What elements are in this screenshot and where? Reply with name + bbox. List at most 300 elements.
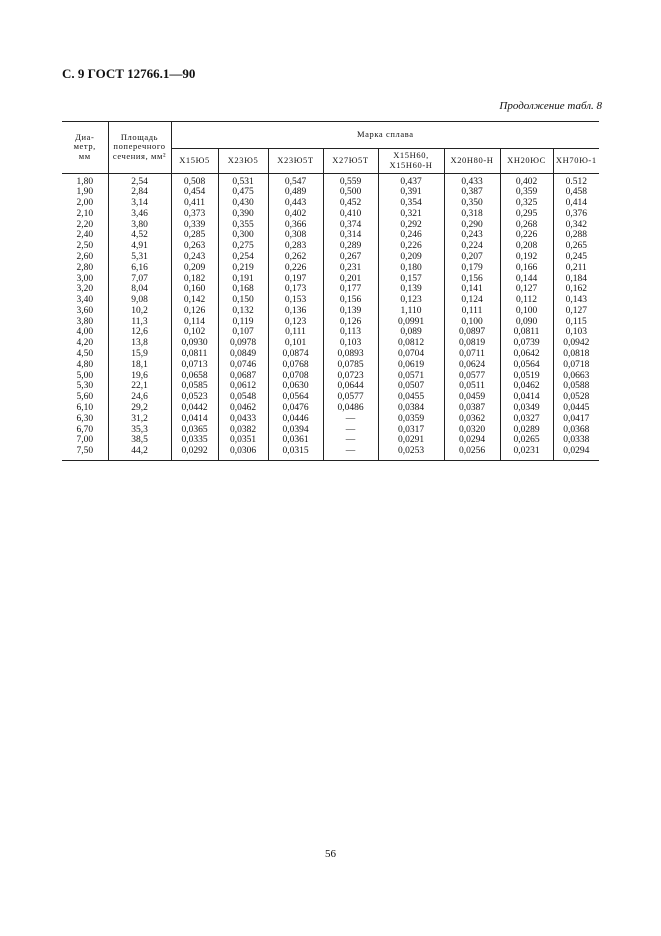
diameter-cell: 2,10 [76,208,94,219]
resistance-cell: 0,111 [444,306,500,317]
resistance-cell: 0,157 [378,274,444,285]
area-cell: 38,5 [108,435,171,446]
table-row [62,435,599,446]
table-row [62,414,599,425]
resistance-cell: 0.512 [553,173,599,187]
resistance-cell: 0,126 [171,306,218,317]
resistance-cell: 0,231 [323,263,378,274]
resistance-cell: 0,0446 [268,414,323,425]
diameter-cell: 2,00 [76,198,94,209]
table-row [62,295,599,306]
resistance-cell: 0,355 [218,220,268,231]
resistance-cell: 0,226 [268,263,323,274]
table-row [62,327,599,338]
resistance-cell: 0,180 [378,263,444,274]
resistance-cell: 0,177 [323,284,378,295]
resistance-cell: 0,0585 [171,381,218,392]
resistance-cell: 0,0991 [378,317,444,328]
resistance-cell: 0,300 [218,230,268,241]
resistance-cell: 0,226 [378,241,444,252]
resistance-cell: 0,103 [553,327,599,338]
resistance-cell: 0,173 [268,284,323,295]
resistance-cell: 0,0711 [444,349,500,360]
resistance-cell: 0,0327 [500,414,553,425]
resistance-cell: 0,245 [553,252,599,263]
resistance-cell: 0,136 [268,306,323,317]
table-row [62,263,599,274]
resistance-cell: 0,0811 [171,349,218,360]
table-row [62,360,599,371]
area-cell: 19,6 [108,371,171,382]
resistance-cell: 0,318 [444,209,500,220]
area-cell: 15,9 [108,349,171,360]
resistance-cell: 0,0642 [500,349,553,360]
diameter-cell: 5,00 [76,370,94,381]
resistance-cell: 0,112 [500,295,553,306]
resistance-cell: 0,168 [218,284,268,295]
diameter-cell: 3,00 [76,273,94,284]
resistance-cell: 0,0414 [500,392,553,403]
resistance-cell: 0,201 [323,274,378,285]
diameter-cell: 5,60 [76,392,94,403]
area-cell: 44,2 [108,446,171,460]
table-body [62,173,599,460]
resistance-cell: 0,142 [171,295,218,306]
resistance-cell: 0,458 [553,187,599,198]
resistance-cell: — [323,435,378,446]
table-row [62,371,599,382]
alloy-column-header: Х20Н80-Н [444,149,500,174]
resistance-cell: 0,547 [268,173,323,187]
diameter-cell: 2,40 [76,230,94,241]
area-cell: 12,6 [108,327,171,338]
resistance-cell: 0,100 [444,317,500,328]
resistance-cell: 0,0571 [378,371,444,382]
resistance-cell: 0,342 [553,220,599,231]
alloy-group-header: Марка сплава [171,122,599,149]
resistance-cell: 0,0897 [444,327,500,338]
area-cell: 4,91 [108,241,171,252]
diameter-cell: 1,90 [76,187,94,198]
resistance-cell: 0,0658 [171,371,218,382]
resistance-cell: 0,0708 [268,371,323,382]
resistance-cell: 0,267 [323,252,378,263]
resistance-cell: 0,0564 [500,360,553,371]
resistance-cell: 0,0718 [553,360,599,371]
area-cell: 22,1 [108,381,171,392]
resistance-table [62,121,599,461]
area-cell: 11,3 [108,317,171,328]
resistance-cell: 0,0382 [218,425,268,436]
resistance-cell: 0,0335 [171,435,218,446]
resistance-cell: 0,139 [323,306,378,317]
resistance-cell: 0,321 [378,209,444,220]
area-cell: 18,1 [108,360,171,371]
resistance-cell: 0,0739 [500,338,553,349]
resistance-cell: 0,308 [268,230,323,241]
resistance-cell: 0,254 [218,252,268,263]
resistance-cell: 0,263 [171,241,218,252]
page-number: 56 [325,848,336,860]
resistance-cell: 0,0746 [218,360,268,371]
resistance-cell: 0,0289 [500,425,553,436]
resistance-cell: 0,0704 [378,349,444,360]
area-cell: 4,52 [108,230,171,241]
resistance-cell: 0,0663 [553,371,599,382]
diameter-cell: 6,70 [76,424,94,435]
resistance-cell: 0,144 [500,274,553,285]
table-row [62,446,599,460]
resistance-cell: 0,192 [500,252,553,263]
resistance-cell: 0,0387 [444,403,500,414]
resistance-cell: 0,107 [218,327,268,338]
resistance-cell: 0,0417 [553,414,599,425]
resistance-cell: 0,102 [171,327,218,338]
resistance-cell: 0,0459 [444,392,500,403]
resistance-cell: 0,132 [218,306,268,317]
resistance-cell: 0,0414 [171,414,218,425]
diameter-cell: 7,50 [76,446,94,457]
resistance-cell: 0,115 [553,317,599,328]
diameter-cell: 2,50 [76,241,94,252]
resistance-cell: — [323,414,378,425]
resistance-cell: 0,0294 [444,435,500,446]
alloy-column-header: Х15Н60, Х15Н60-Н [378,149,444,174]
resistance-cell: 0,500 [323,187,378,198]
area-cell: 3,46 [108,209,171,220]
resistance-cell: 0,156 [444,274,500,285]
resistance-cell: 0,100 [500,306,553,317]
area-cell: 7,07 [108,274,171,285]
resistance-cell: 0,0811 [500,327,553,338]
area-cell: 2,54 [108,173,171,187]
resistance-cell: 0,265 [553,241,599,252]
resistance-cell: 0,209 [171,263,218,274]
resistance-cell: — [323,446,378,460]
resistance-cell: 0,0612 [218,381,268,392]
resistance-cell: 0,0351 [218,435,268,446]
resistance-cell: 0,402 [500,173,553,187]
table-row [62,284,599,295]
alloy-column-header: ХН70Ю-1 [553,149,599,174]
resistance-cell: 0,0384 [378,403,444,414]
resistance-cell: 0,162 [553,284,599,295]
diameter-cell: 3,40 [76,295,94,306]
table-row [62,392,599,403]
area-cell: 31,2 [108,414,171,425]
resistance-cell: 0,275 [218,241,268,252]
table-row [62,252,599,263]
resistance-cell: 0,0338 [553,435,599,446]
area-cell: 3,80 [108,220,171,231]
resistance-cell: 0,391 [378,187,444,198]
resistance-cell: 0,208 [500,241,553,252]
resistance-cell: 0,339 [171,220,218,231]
resistance-cell: 0,402 [268,209,323,220]
resistance-cell: 1,110 [378,306,444,317]
resistance-cell: 0,0317 [378,425,444,436]
resistance-cell: 0,295 [500,209,553,220]
resistance-cell: 0,0265 [500,435,553,446]
resistance-cell: 0,123 [378,295,444,306]
resistance-cell: 0,0930 [171,338,218,349]
resistance-cell: 0,182 [171,274,218,285]
resistance-cell: 0,139 [378,284,444,295]
resistance-cell: 0,219 [218,263,268,274]
alloy-column-header: Х27Ю5Т [323,149,378,174]
table-row [62,274,599,285]
resistance-cell: — [323,425,378,436]
resistance-cell: 0,126 [323,317,378,328]
resistance-cell: 0,0476 [268,403,323,414]
resistance-cell: 0,314 [323,230,378,241]
resistance-cell: 0,150 [218,295,268,306]
table-row [62,198,599,209]
resistance-cell: 0,127 [500,284,553,295]
resistance-cell: 0,508 [171,173,218,187]
resistance-cell: 0,262 [268,252,323,263]
resistance-cell: 0,114 [171,317,218,328]
resistance-cell: 0,0253 [378,446,444,460]
resistance-cell: 0,0942 [553,338,599,349]
resistance-cell: 0,430 [218,198,268,209]
alloy-column-header: Х23Ю5Т [268,149,323,174]
resistance-cell: 0,0394 [268,425,323,436]
table-row [62,230,599,241]
resistance-cell: 0,325 [500,198,553,209]
resistance-cell: 0,354 [378,198,444,209]
diameter-cell: 6,10 [76,402,94,413]
resistance-cell: 0,475 [218,187,268,198]
area-cell: 2,84 [108,187,171,198]
alloy-column-header: Х23Ю5 [218,149,268,174]
resistance-cell: 0,433 [444,173,500,187]
resistance-cell: 0,0818 [553,349,599,360]
resistance-cell: 0,0507 [378,381,444,392]
resistance-cell: 0,101 [268,338,323,349]
resistance-cell: 0,156 [323,295,378,306]
resistance-cell: 0,0713 [171,360,218,371]
resistance-cell: 0,454 [171,187,218,198]
resistance-cell: 0,390 [218,209,268,220]
resistance-cell: 0,191 [218,274,268,285]
area-cell: 6,16 [108,263,171,274]
resistance-cell: 0,489 [268,187,323,198]
resistance-cell: 0,559 [323,173,378,187]
resistance-cell: 0,160 [171,284,218,295]
resistance-cell: 0,285 [171,230,218,241]
resistance-cell: 0,410 [323,209,378,220]
resistance-cell: 0,387 [444,187,500,198]
resistance-cell: 0,143 [553,295,599,306]
resistance-cell: 0,0687 [218,371,268,382]
page-header: С. 9 ГОСТ 12766.1—90 [62,66,196,81]
area-cell: 5,31 [108,252,171,263]
resistance-cell: 0,0624 [444,360,500,371]
resistance-cell: 0,0368 [553,425,599,436]
resistance-cell: 0,443 [268,198,323,209]
resistance-cell: 0,0361 [268,435,323,446]
table-row [62,349,599,360]
area-column-header: Площадь поперечного сечения, мм² [108,122,171,174]
resistance-cell: 0,437 [378,173,444,187]
resistance-cell: 0,0433 [218,414,268,425]
diameter-cell: 4,50 [76,349,94,360]
resistance-cell: 0,0519 [500,371,553,382]
resistance-cell: 0,373 [171,209,218,220]
table-row [62,187,599,198]
resistance-cell: 0,0768 [268,360,323,371]
table-row [62,381,599,392]
resistance-cell: 0,141 [444,284,500,295]
resistance-cell: 0,153 [268,295,323,306]
resistance-cell: 0,0320 [444,425,500,436]
diameter-cell: 3,80 [76,316,94,327]
resistance-cell: 0,0231 [500,446,553,460]
resistance-cell: 0,0486 [323,403,378,414]
resistance-cell: 0,0588 [553,381,599,392]
resistance-cell: 0,123 [268,317,323,328]
resistance-cell: 0,292 [378,220,444,231]
resistance-cell: 0,366 [268,220,323,231]
diameter-column-header: Диа- метр, мм [62,122,108,174]
resistance-cell: 0,211 [553,263,599,274]
resistance-cell: 0,0462 [500,381,553,392]
diameter-cell: 7,00 [76,435,94,446]
resistance-cell: 0,350 [444,198,500,209]
resistance-cell: 0,0306 [218,446,268,460]
resistance-cell: 0,184 [553,274,599,285]
resistance-cell: 0,103 [323,338,378,349]
resistance-cell: 0,0548 [218,392,268,403]
resistance-cell: 0,289 [323,241,378,252]
resistance-cell: 0,0812 [378,338,444,349]
diameter-cell: 4,00 [76,327,94,338]
resistance-cell: 0,179 [444,263,500,274]
resistance-cell: 0,119 [218,317,268,328]
table-row [62,317,599,328]
area-cell: 10,2 [108,306,171,317]
table-row [62,425,599,436]
resistance-cell: 0,0256 [444,446,500,460]
area-cell: 8,04 [108,284,171,295]
resistance-cell: 0,0362 [444,414,500,425]
area-cell: 13,8 [108,338,171,349]
resistance-cell: 0,531 [218,173,268,187]
resistance-cell: 0,411 [171,198,218,209]
diameter-cell: 3,20 [76,284,94,295]
resistance-cell: 0,090 [500,317,553,328]
resistance-cell: 0,113 [323,327,378,338]
resistance-cell: 0,0365 [171,425,218,436]
resistance-cell: 0,197 [268,274,323,285]
resistance-cell: 0,0723 [323,371,378,382]
resistance-cell: 0,0630 [268,381,323,392]
resistance-cell: 0,089 [378,327,444,338]
resistance-cell: 0,0644 [323,381,378,392]
resistance-cell: 0,452 [323,198,378,209]
table-row [62,209,599,220]
resistance-cell: 0,290 [444,220,500,231]
resistance-cell: 0,207 [444,252,500,263]
resistance-cell: 0,414 [553,198,599,209]
area-cell: 9,08 [108,295,171,306]
resistance-cell: 0,0564 [268,392,323,403]
resistance-cell: 0,0294 [553,446,599,460]
resistance-cell: 0,0849 [218,349,268,360]
table-row [62,173,599,187]
table-row [62,241,599,252]
resistance-cell: 0,166 [500,263,553,274]
resistance-cell: 0,226 [500,230,553,241]
resistance-cell: 0,0874 [268,349,323,360]
resistance-cell: 0,127 [553,306,599,317]
resistance-cell: 0,243 [171,252,218,263]
area-cell: 24,6 [108,392,171,403]
resistance-cell: 0,0359 [378,414,444,425]
resistance-cell: 0,0455 [378,392,444,403]
resistance-cell: 0,0577 [444,371,500,382]
resistance-cell: 0,0819 [444,338,500,349]
resistance-cell: 0,0442 [171,403,218,414]
resistance-cell: 0,268 [500,220,553,231]
diameter-cell: 6,30 [76,413,94,424]
resistance-cell: 0,288 [553,230,599,241]
diameter-cell: 2,80 [76,262,94,273]
resistance-cell: 0,246 [378,230,444,241]
alloy-column-header: Х15Ю5 [171,149,218,174]
resistance-cell: 0,374 [323,220,378,231]
resistance-cell: 0,376 [553,209,599,220]
diameter-cell: 3,60 [76,305,94,316]
resistance-cell: 0,0523 [171,392,218,403]
table-continuation-label: Продолжение табл. 8 [499,100,602,112]
diameter-cell: 5,30 [76,381,94,392]
resistance-cell: 0,0528 [553,392,599,403]
resistance-cell: 0,0893 [323,349,378,360]
area-cell: 29,2 [108,403,171,414]
resistance-cell: 0,0445 [553,403,599,414]
table-row [62,338,599,349]
table-row [62,220,599,231]
resistance-cell: 0,359 [500,187,553,198]
resistance-cell: 0,224 [444,241,500,252]
area-cell: 35,3 [108,425,171,436]
resistance-cell: 0,124 [444,295,500,306]
resistance-cell: 0,209 [378,252,444,263]
diameter-cell: 2,20 [76,219,94,230]
resistance-cell: 0,0349 [500,403,553,414]
resistance-cell: 0,0291 [378,435,444,446]
resistance-cell: 0,243 [444,230,500,241]
resistance-cell: 0,0462 [218,403,268,414]
alloy-column-header: ХН20ЮС [500,149,553,174]
resistance-cell: 0,0511 [444,381,500,392]
area-cell: 3,14 [108,198,171,209]
diameter-cell: 4,80 [76,359,94,370]
resistance-cell: 0,0577 [323,392,378,403]
resistance-cell: 0,0785 [323,360,378,371]
resistance-cell: 0,111 [268,327,323,338]
resistance-cell: 0,0292 [171,446,218,460]
table-row [62,403,599,414]
resistance-cell: 0,0978 [218,338,268,349]
diameter-cell: 2,60 [76,252,94,262]
resistance-cell: 0,283 [268,241,323,252]
resistance-cell: 0,0619 [378,360,444,371]
diameter-cell: 1,80 [76,176,94,187]
diameter-cell: 4,20 [76,338,94,349]
